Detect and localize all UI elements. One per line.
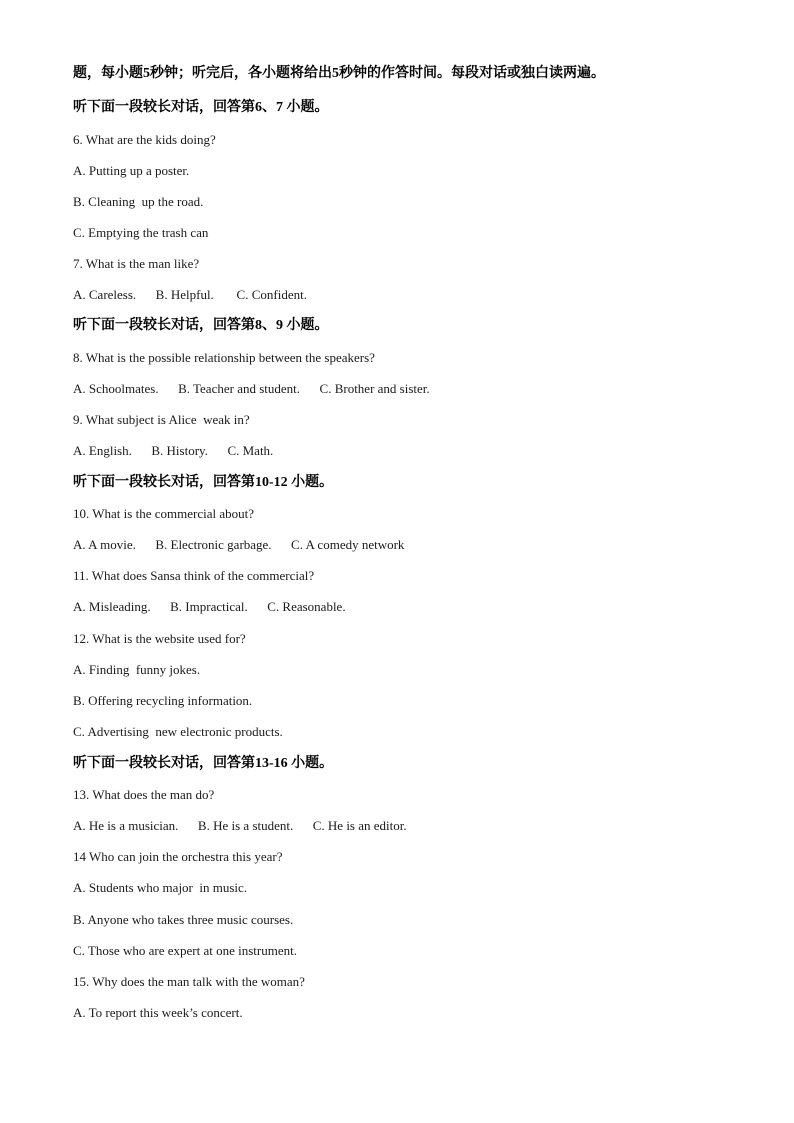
question-line: B. Cleaning up the road. [73, 194, 204, 209]
question-line: 7. What is the man like? [73, 256, 200, 271]
question-line: 6. What are the kids doing? [73, 132, 216, 147]
question-line: C. Those who are expert at one instrument. [73, 943, 297, 958]
section-heading: 听下面一段较长对话，回答第13-16 小题。 [73, 756, 334, 771]
question-line: 14 Who can join the orchestra this year? [73, 849, 283, 864]
question-line: A. Schoolmates. B. Teacher and student. C. Brother and sister. [73, 381, 430, 396]
question-line: 8. What is the possible relationship between the speakers? [73, 350, 375, 365]
question-line: 10. What is the commercial about? [73, 506, 254, 521]
question-line: A. Putting up a poster. [73, 163, 190, 178]
section-heading: 听下面一段较长对话，回答第6、7 小题。 [73, 100, 329, 115]
question-line: B. Anyone who takes three music courses. [73, 912, 294, 927]
question-line: A. English. B. History. C. Math. [73, 443, 274, 458]
question-line: A. Careless. B. Helpful. C. Confident. [73, 287, 307, 302]
section-heading: 听下面一段较长对话，回答第10-12 小题。 [73, 475, 334, 490]
question-line: 15. Why does the man talk with the woman? [73, 974, 305, 989]
section-heading: 听下面一段较长对话，回答第8、9 小题。 [73, 318, 329, 333]
question-line: A. To report this week’s concert. [73, 1005, 243, 1020]
question-line: B. Offering recycling information. [73, 693, 253, 708]
question-line: 13. What does the man do? [73, 787, 215, 802]
question-line: 12. What is the website used for? [73, 631, 246, 646]
question-line: 11. What does Sansa think of the commercial? [73, 568, 315, 583]
question-line: A. Finding funny jokes. [73, 662, 201, 677]
question-line: A. Misleading. B. Impractical. C. Reasonable. [73, 599, 346, 614]
question-line: 9. What subject is Alice weak in? [73, 412, 250, 427]
question-line: A. Students who major in music. [73, 880, 248, 895]
question-line: C. Advertising new electronic products. [73, 724, 283, 739]
question-line: A. A movie. B. Electronic garbage. C. A comedy network [73, 537, 405, 552]
question-line: A. He is a musician. B. He is a student. C. He is an editor. [73, 818, 407, 833]
section-heading: 题，每小题5秒钟；听完后，各小题将给出5秒钟的作答时间。每段对话或独白读两遍。 [73, 66, 605, 81]
question-line: C. Emptying the trash can [73, 225, 209, 240]
